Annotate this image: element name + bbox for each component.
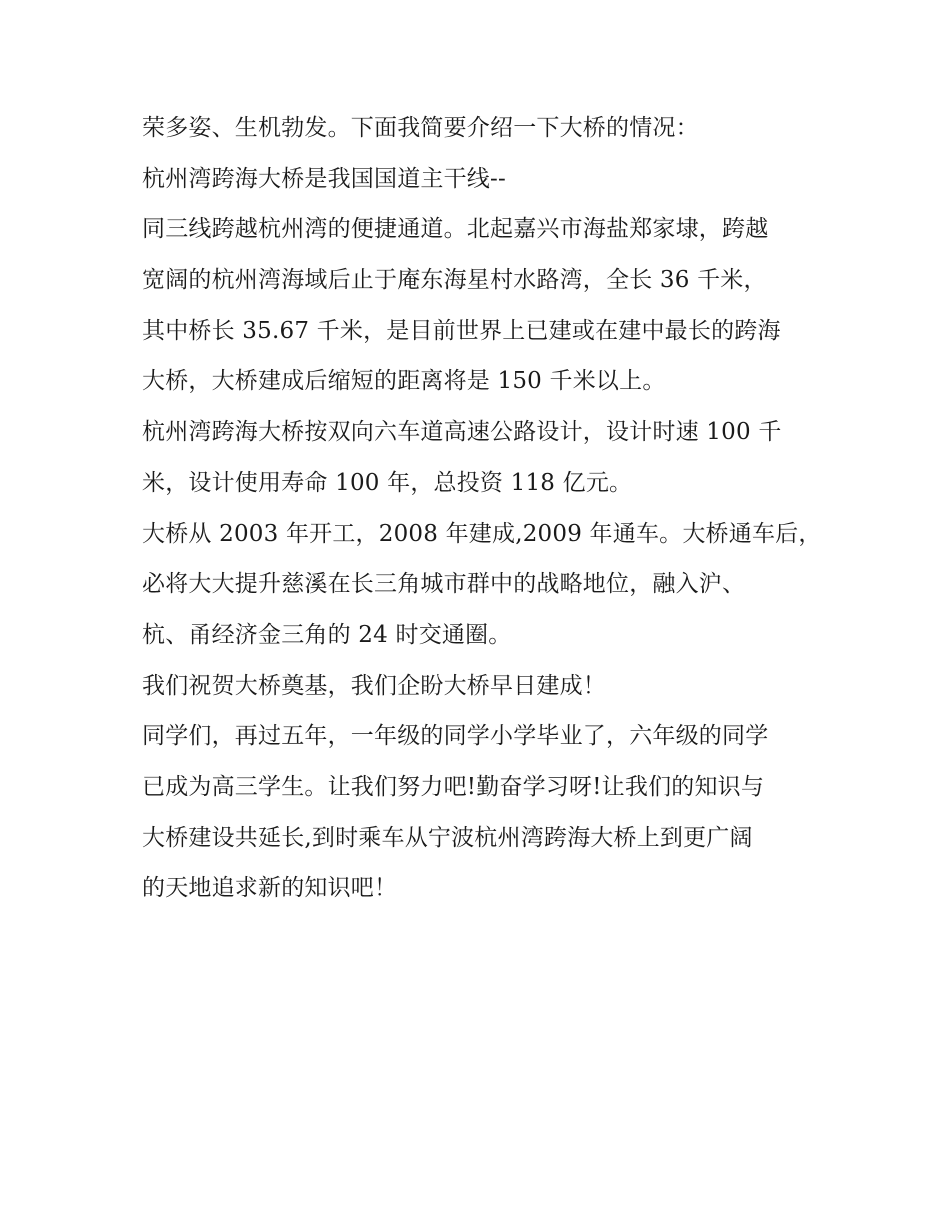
text-line: 的天地追求新的知识吧！: [142, 875, 398, 902]
text-line: 大桥，大桥建成后缩短的距离将是 150 千米以上。: [142, 368, 666, 395]
text-line: 大桥建设共延长,到时乘车从宁波杭州湾跨海大桥上到更广阔: [142, 824, 753, 851]
text-line: 我们祝贺大桥奠基，我们企盼大桥早日建成！: [142, 672, 606, 699]
text-line: 米，设计使用寿命 100 年，总投资 118 亿元。: [142, 469, 633, 496]
text-line: 同学们，再过五年，一年级的同学小学毕业了，六年级的同学: [142, 723, 769, 750]
text-line: 杭州湾跨海大桥是我国国道主干线--: [142, 165, 506, 192]
text-line: 荣多姿、生机勃发。下面我简要介绍一下大桥的情况：: [142, 115, 699, 141]
text-line: 杭州湾跨海大桥按双向六车道高速公路设计，设计时速 100 千: [142, 419, 782, 446]
document-body: [142, 103, 822, 914]
text-line: 其中桥长 35.67 千米，是目前世界上已建或在建中最长的跨海: [142, 317, 781, 344]
text-line: 已成为高三学生。让我们努力吧!勤奋学习呀!让我们的知识与: [142, 773, 765, 800]
text-line: 同三线跨越杭州湾的便捷通道。北起嘉兴市海盐郑家埭，跨越: [142, 216, 769, 243]
text-line: 宽阔的杭州湾海域后止于庵东海星村水路湾，全长 36 千米，: [142, 267, 767, 294]
text-line: 必将大大提升慈溪在长三角城市群中的战略地位，融入沪、: [142, 571, 746, 598]
text-line: 杭、甬经济金三角的 24 时交通圈。: [142, 621, 512, 648]
text-line: 大桥从 2003 年开工，2008 年建成,2009 年通车。大桥通车后，: [142, 520, 822, 547]
